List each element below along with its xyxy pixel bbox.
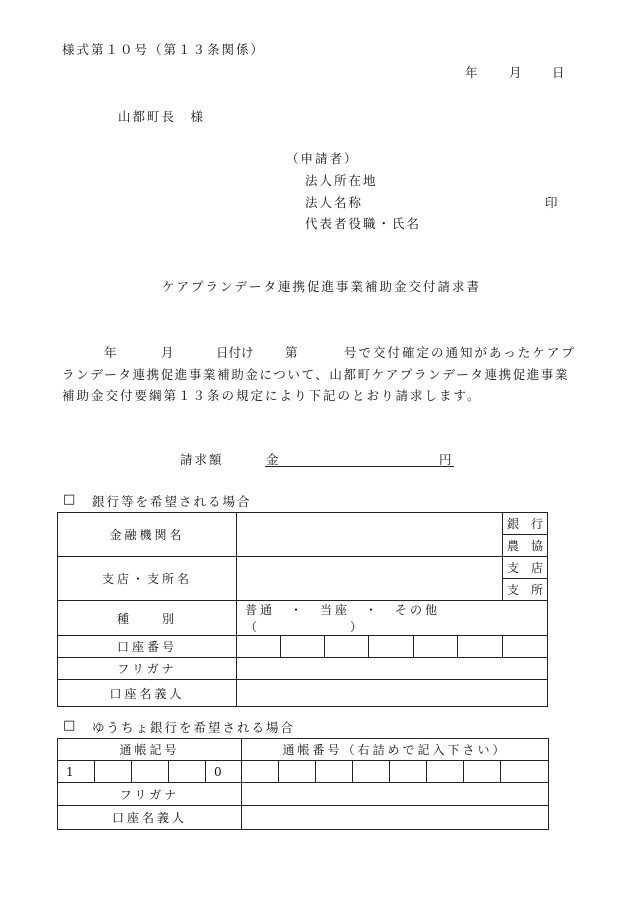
body-line3: 補助金交付要綱第１３条の規定により下記のとおり請求します。 [62,388,482,403]
yucho-furigana-field[interactable] [242,783,549,806]
claim-amount-line[interactable] [265,466,454,467]
number-digit-cell[interactable] [390,761,427,783]
seal-mark: 印 [545,195,558,210]
claim-suffix: 円 [439,452,452,467]
bank-table [57,512,548,707]
bank-checkbox[interactable]: □ [63,492,76,507]
yucho-table [57,738,549,830]
symbol-digit-cell[interactable] [169,761,206,783]
account-type-label: 種 別 [58,601,237,636]
account-digit-cell[interactable] [369,636,414,658]
account-digit-cell[interactable] [281,636,325,658]
body-number-prefix: 第 [285,345,298,360]
account-digit-cell[interactable] [237,636,281,658]
account-number-label: 口座番号 [58,636,237,658]
number-digit-cell[interactable] [501,761,549,783]
office-option[interactable]: 支 所 [503,579,548,601]
number-digit-cell[interactable] [279,761,316,783]
number-digit-cell[interactable] [353,761,390,783]
account-type-options[interactable]: 普通 ・ 当座 ・ その他（ ） [237,601,548,636]
yucho-account-holder-label: 口座名義人 [58,806,242,830]
body-line2: ランデータ連携促進事業補助金について、山都町ケアプランデータ連携促進事業 [62,367,570,382]
number-digit-cell[interactable] [427,761,464,783]
symbol-first-digit: 1 [58,761,95,783]
account-holder-field[interactable] [237,680,548,707]
date-day: 日 [552,65,565,80]
date-month: 月 [509,65,522,80]
body-line1-rest: 号で交付確定の通知があったケアプ [344,345,576,360]
claim-prefix: 金 [266,452,279,467]
yucho-section-heading: ゆうちょ銀行を希望される場合 [92,720,296,735]
account-holder-label: 口座名義人 [58,680,237,707]
symbol-digit-cell[interactable] [95,761,132,783]
account-digit-cell[interactable] [414,636,458,658]
yucho-furigana-label: フリガナ [58,783,242,806]
agri-option[interactable]: 農 協 [503,535,548,557]
branch-option[interactable]: 支 店 [503,557,548,579]
body-month: 月 [161,345,174,360]
applicant-address-label: 法人所在地 [305,173,378,188]
bank-option[interactable]: 銀 行 [503,513,548,535]
date-year: 年 [465,65,478,80]
number-digit-cell[interactable] [316,761,353,783]
applicant-heading: （申請者） [286,151,359,166]
account-digit-cell[interactable] [503,636,548,658]
body-year: 年 [104,345,117,360]
yucho-checkbox[interactable]: □ [63,718,76,733]
branch-name-field[interactable] [237,557,503,601]
recipient: 山都町長 様 [118,109,206,124]
number-digit-cell[interactable] [242,761,279,783]
institution-label: 金融機関名 [58,513,237,557]
claim-label: 請求額 [180,452,224,467]
passbook-symbol-label: 通帳記号 [58,739,242,761]
symbol-digit-cell[interactable] [132,761,169,783]
bank-section-heading: 銀行等を希望される場合 [92,494,252,509]
number-digit-cell[interactable] [464,761,501,783]
branch-label: 支店・支所名 [58,557,237,601]
yucho-account-holder-field[interactable] [242,806,549,830]
body-day-dated: 日付け [216,345,254,360]
institution-name-field[interactable] [237,513,503,557]
furigana-label: フリガナ [58,658,237,680]
account-digit-cell[interactable] [325,636,369,658]
applicant-representative-label: 代表者役職・氏名 [305,216,422,231]
symbol-last-digit: 0 [206,761,242,783]
document-title: ケアプランデータ連携促進事業補助金交付請求書 [162,279,482,294]
furigana-field[interactable] [237,658,548,680]
form-number: 様式第１０号（第１３条関係） [62,42,266,57]
applicant-name-label: 法人名称 [305,195,364,210]
passbook-number-label: 通帳番号（右詰めで記入下さい） [242,739,549,761]
account-digit-cell[interactable] [458,636,503,658]
